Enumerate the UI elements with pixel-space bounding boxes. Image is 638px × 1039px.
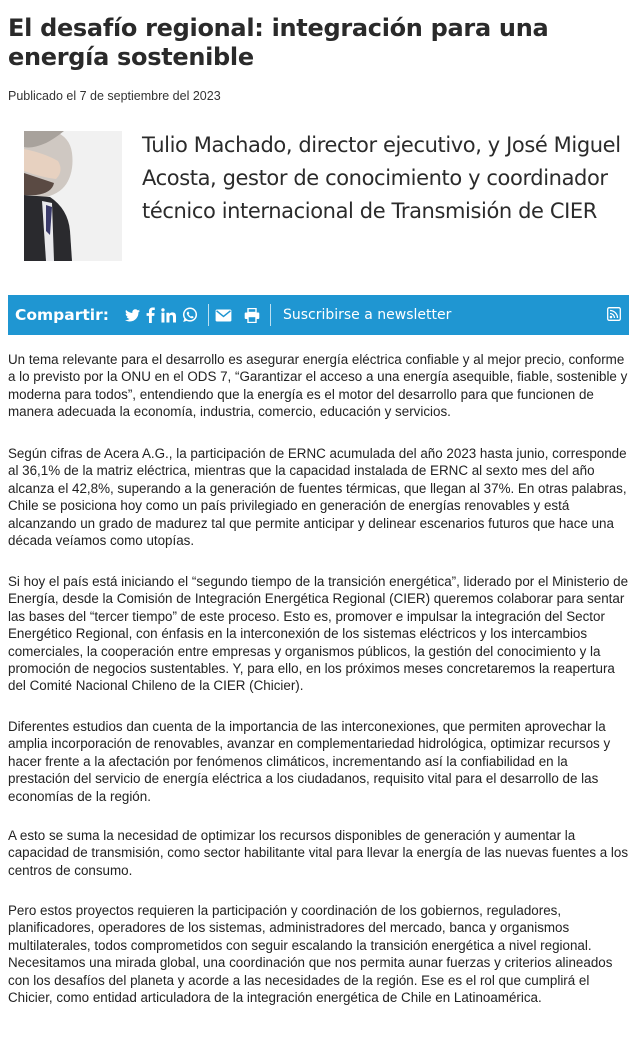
share-separator bbox=[270, 304, 271, 326]
article-paragraph: Pero estos proyectos requieren la participación y coordinación de los gobiernos, reguladores, planificadores, operadores de los sistemas, administradores del mercado, banca y organismos multilaterales, todos comprometidos con seguir escalando la transición energética a nivel regional. Necesitamos una mirada global, una coordinación que nos permita aunar fuerzas y criterios alineados con los desafíos del planeta y acorde a las necesidades de la región. Ese es el rol que cumplirá el Chicier, como entidad articuladora de la integración energética de Chile en Latinoamérica. bbox=[8, 903, 613, 1006]
facebook-icon[interactable] bbox=[146, 304, 155, 326]
author-photo bbox=[24, 131, 122, 261]
whatsapp-icon[interactable] bbox=[182, 304, 198, 326]
share-bar bbox=[8, 295, 629, 335]
author-byline: Tulio Machado, director ejecutivo, y José Miguel Acosta, gestor de conocimiento y coordinador técnico internacional de Transmisión de CIER bbox=[142, 133, 621, 223]
article-paragraph: Diferentes estudios dan cuenta de la importancia de las interconexiones, que permiten aprovechar la amplia incorporación de renovables, avanzar en complementariedad hidrológica, optimizar recursos y hacer frente a la afectación por fenómenos climáticos, incrementando así la confiabilidad en la prestación del servicio de energía eléctrica a los ciudadanos, requisito vital para el desarrollo de las economías de la región. bbox=[8, 719, 611, 804]
share-separator bbox=[208, 304, 209, 326]
article-paragraph: Si hoy el país está iniciando el “segundo tiempo de la transición energética”, liderado por el Ministerio de Energía, desde la Comisión de Integración Energética Regional (CIER) queremos colaborar para sentar las bases del “tercer tiempo” de este proceso. Esto es, promover e impulsar la integración del Sector Energético Regional, con énfasis en la interconexión de los sistemas eléctricos y los intercambios comerciales, la cooperación entre empresas y organismos públicos, la gestión del conocimiento y la promoción de negocios sustentables. Y, para ello, en los próximos meses concretaremos la reapertura del Comité Nacional Chileno de la CIER (Chicier). bbox=[8, 574, 629, 694]
share-label: Compartir: bbox=[15, 306, 109, 324]
publish-date: Publicado el 7 de septiembre del 2023 bbox=[8, 89, 221, 103]
print-icon[interactable] bbox=[244, 304, 260, 326]
twitter-icon[interactable] bbox=[125, 304, 140, 326]
email-icon[interactable] bbox=[215, 304, 232, 326]
linkedin-icon[interactable] bbox=[161, 304, 176, 326]
article-paragraph: Un tema relevante para el desarrollo es asegurar energía eléctrica confiable y al mejor precio, conforme a lo previsto por la ONU en el ODS 7, “Garantizar el acceso a una energía asequible, fiable, sostenible y moderna para todos”, entendiendo que la energía es el motor del desarrollo para que funcionen de manera adecuada la economía, industria, comercio, educación y servicios. bbox=[8, 352, 628, 420]
newsletter-link[interactable]: Suscribirse a newsletter bbox=[282, 307, 452, 323]
article-paragraph: A esto se suma la necesidad de optimizar los recursos disponibles de generación y aumentar la capacidad de transmisión, como sector habilitante vital para llevar la energía de las nuevas fuentes a los centros de consumo. bbox=[8, 828, 629, 878]
rss-icon[interactable] bbox=[607, 307, 621, 321]
article-title: El desafío regional: integración para una energía sostenible bbox=[8, 14, 549, 71]
article-paragraph: Según cifras de Acera A.G., la participación de ERNC acumulada del año 2023 hasta junio, corresponde al 36,1% de la matriz eléctrica, mientras que la capacidad instalada de ERNC al sexto mes del año alcanza el 42,8%, superando a la generación de fuentes térmicas, que llegan al 37%. En otras palabras, Chile se posiciona hoy como un país privilegiado en generación de energías renovables y está alcanzando un grado de madurez tal que permite anticipar y delinear escenarios futuros que hace una década veíamos como utopías. bbox=[8, 446, 627, 549]
